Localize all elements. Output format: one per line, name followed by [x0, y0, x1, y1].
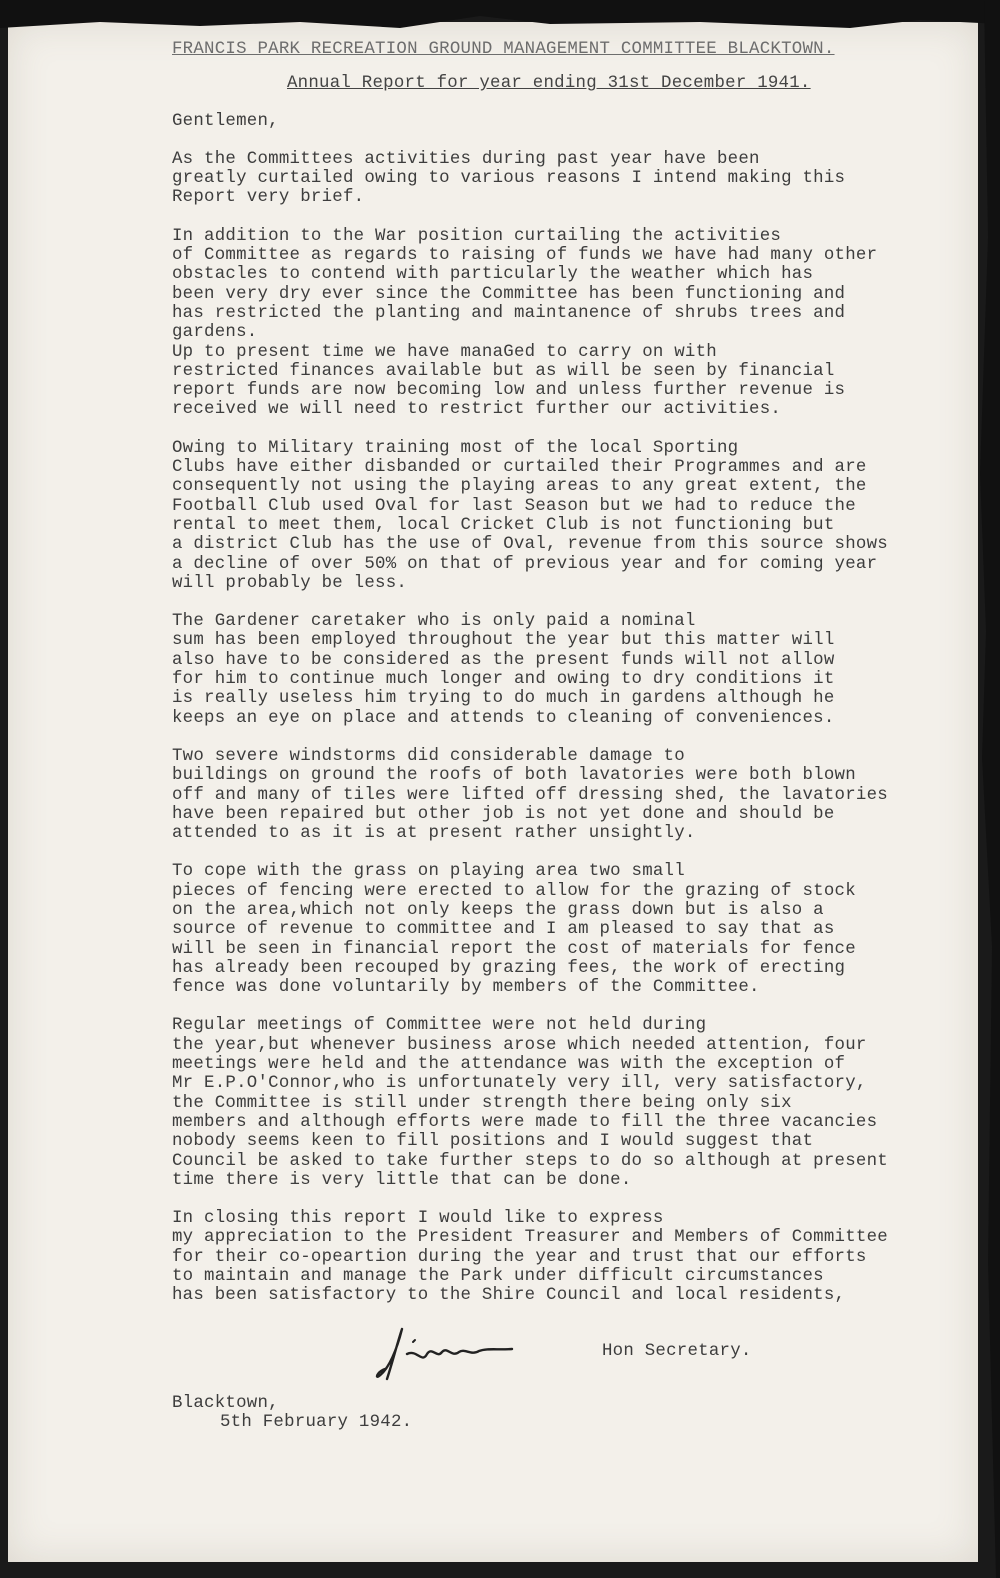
paragraph-5: The Gardener caretaker who is only paid a nominal sum has been employed throughout the year but this matter will also have to be considered as the present funds will not allow for him to continue much longer and owing to dry conditions it is really useless him trying to do much in gardens although he keeps an eye on place and attends to cleaning of conveniences. — [172, 612, 835, 728]
paragraph-8: Regular meetings of Committee were not held during the year,but whenever business arose which needed attention, four meetings were held and the attendance was with the exception of Mr E.P.O'Connor,who is unfortunately very ill, very satisfactory, the Committee is still under strength there being only six members and although efforts were made to fill the three vacancies nobody seems keen to fill positions and I would suggest that Council be asked to take further steps to do so although at present time there is very little that can be done. — [172, 1016, 888, 1190]
paragraph-7: To cope with the grass on playing area two small pieces of fencing were erected to allow for the grazing of stock on the area,which not only keeps the grass down but is also a source of revenue to committee and I am pleased to say that as will be seen in financial report the cost of materials for fence has already been recouped by grazing fees, the work of erecting fence was done voluntarily by members of the Committee. — [172, 862, 856, 998]
salutation: Gentlemen, — [172, 111, 279, 131]
letterhead: FRANCIS PARK RECREATION GROUND MANAGEMENT COMMITTEE BLACKTOWN. — [172, 40, 835, 59]
paragraph-6: Two severe windstorms did considerable damage to buildings on ground the roofs of both lavatories were both blown off and many of tiles were lifted off dressing shed, the lavatories have been repaired but other job is not yet done and should be attended to as it is at present rather unsightly. — [172, 746, 888, 844]
paragraph-9: In closing this report I would like to express my appreciation to the President Treasurer and Members of Committee for their co-opeartion during the year and trust that our efforts to maintain and manage the Park under difficult circumstances has been satisfactory to the Shire Council and local residents, — [172, 1209, 888, 1306]
letter-date: 5th February 1942. — [220, 1412, 413, 1432]
paragraph-1: As the Committees activities during past year have been greatly curtailed owing to various reasons I intend making this Report very brief. — [172, 149, 846, 208]
signatory-title: Hon Secretary. — [602, 1341, 752, 1361]
report-title: Annual Report for year ending 31st December 1941. — [287, 74, 811, 94]
signature-block — [172, 1324, 952, 1394]
paragraph-4: Owing to Military training most of the local Sporting Clubs have either disbanded or curtailed their Programmes and are consequently not using the playing areas to any great extent, the Football Club used Oval for last Season but we had to reduce the rental to meet them, local Cricket Club is not functioning but a district Club has the use of Oval, revenue from this source shows a decline of over 50% on that of previous year and for coming year will probably be less. — [172, 438, 888, 593]
handwritten-signature — [367, 1324, 517, 1384]
letter-body — [172, 40, 952, 1432]
letter-place: Blacktown, — [172, 1393, 279, 1413]
paragraph-3: Up to present time we have manaGed to carry on with restricted finances available but as will be seen by financial report funds are now becoming low and unless further revenue is received we will need to restrict further our activities. — [172, 342, 846, 420]
paragraph-2: In addition to the War position curtailing the activities of Committee as regards to raising of funds we have had many other obstacles to contend with particularly the weather which has been very dry ever since the Committee has been functioning and has restricted the planting and maintanence of shrubs trees and gardens. — [172, 226, 878, 343]
